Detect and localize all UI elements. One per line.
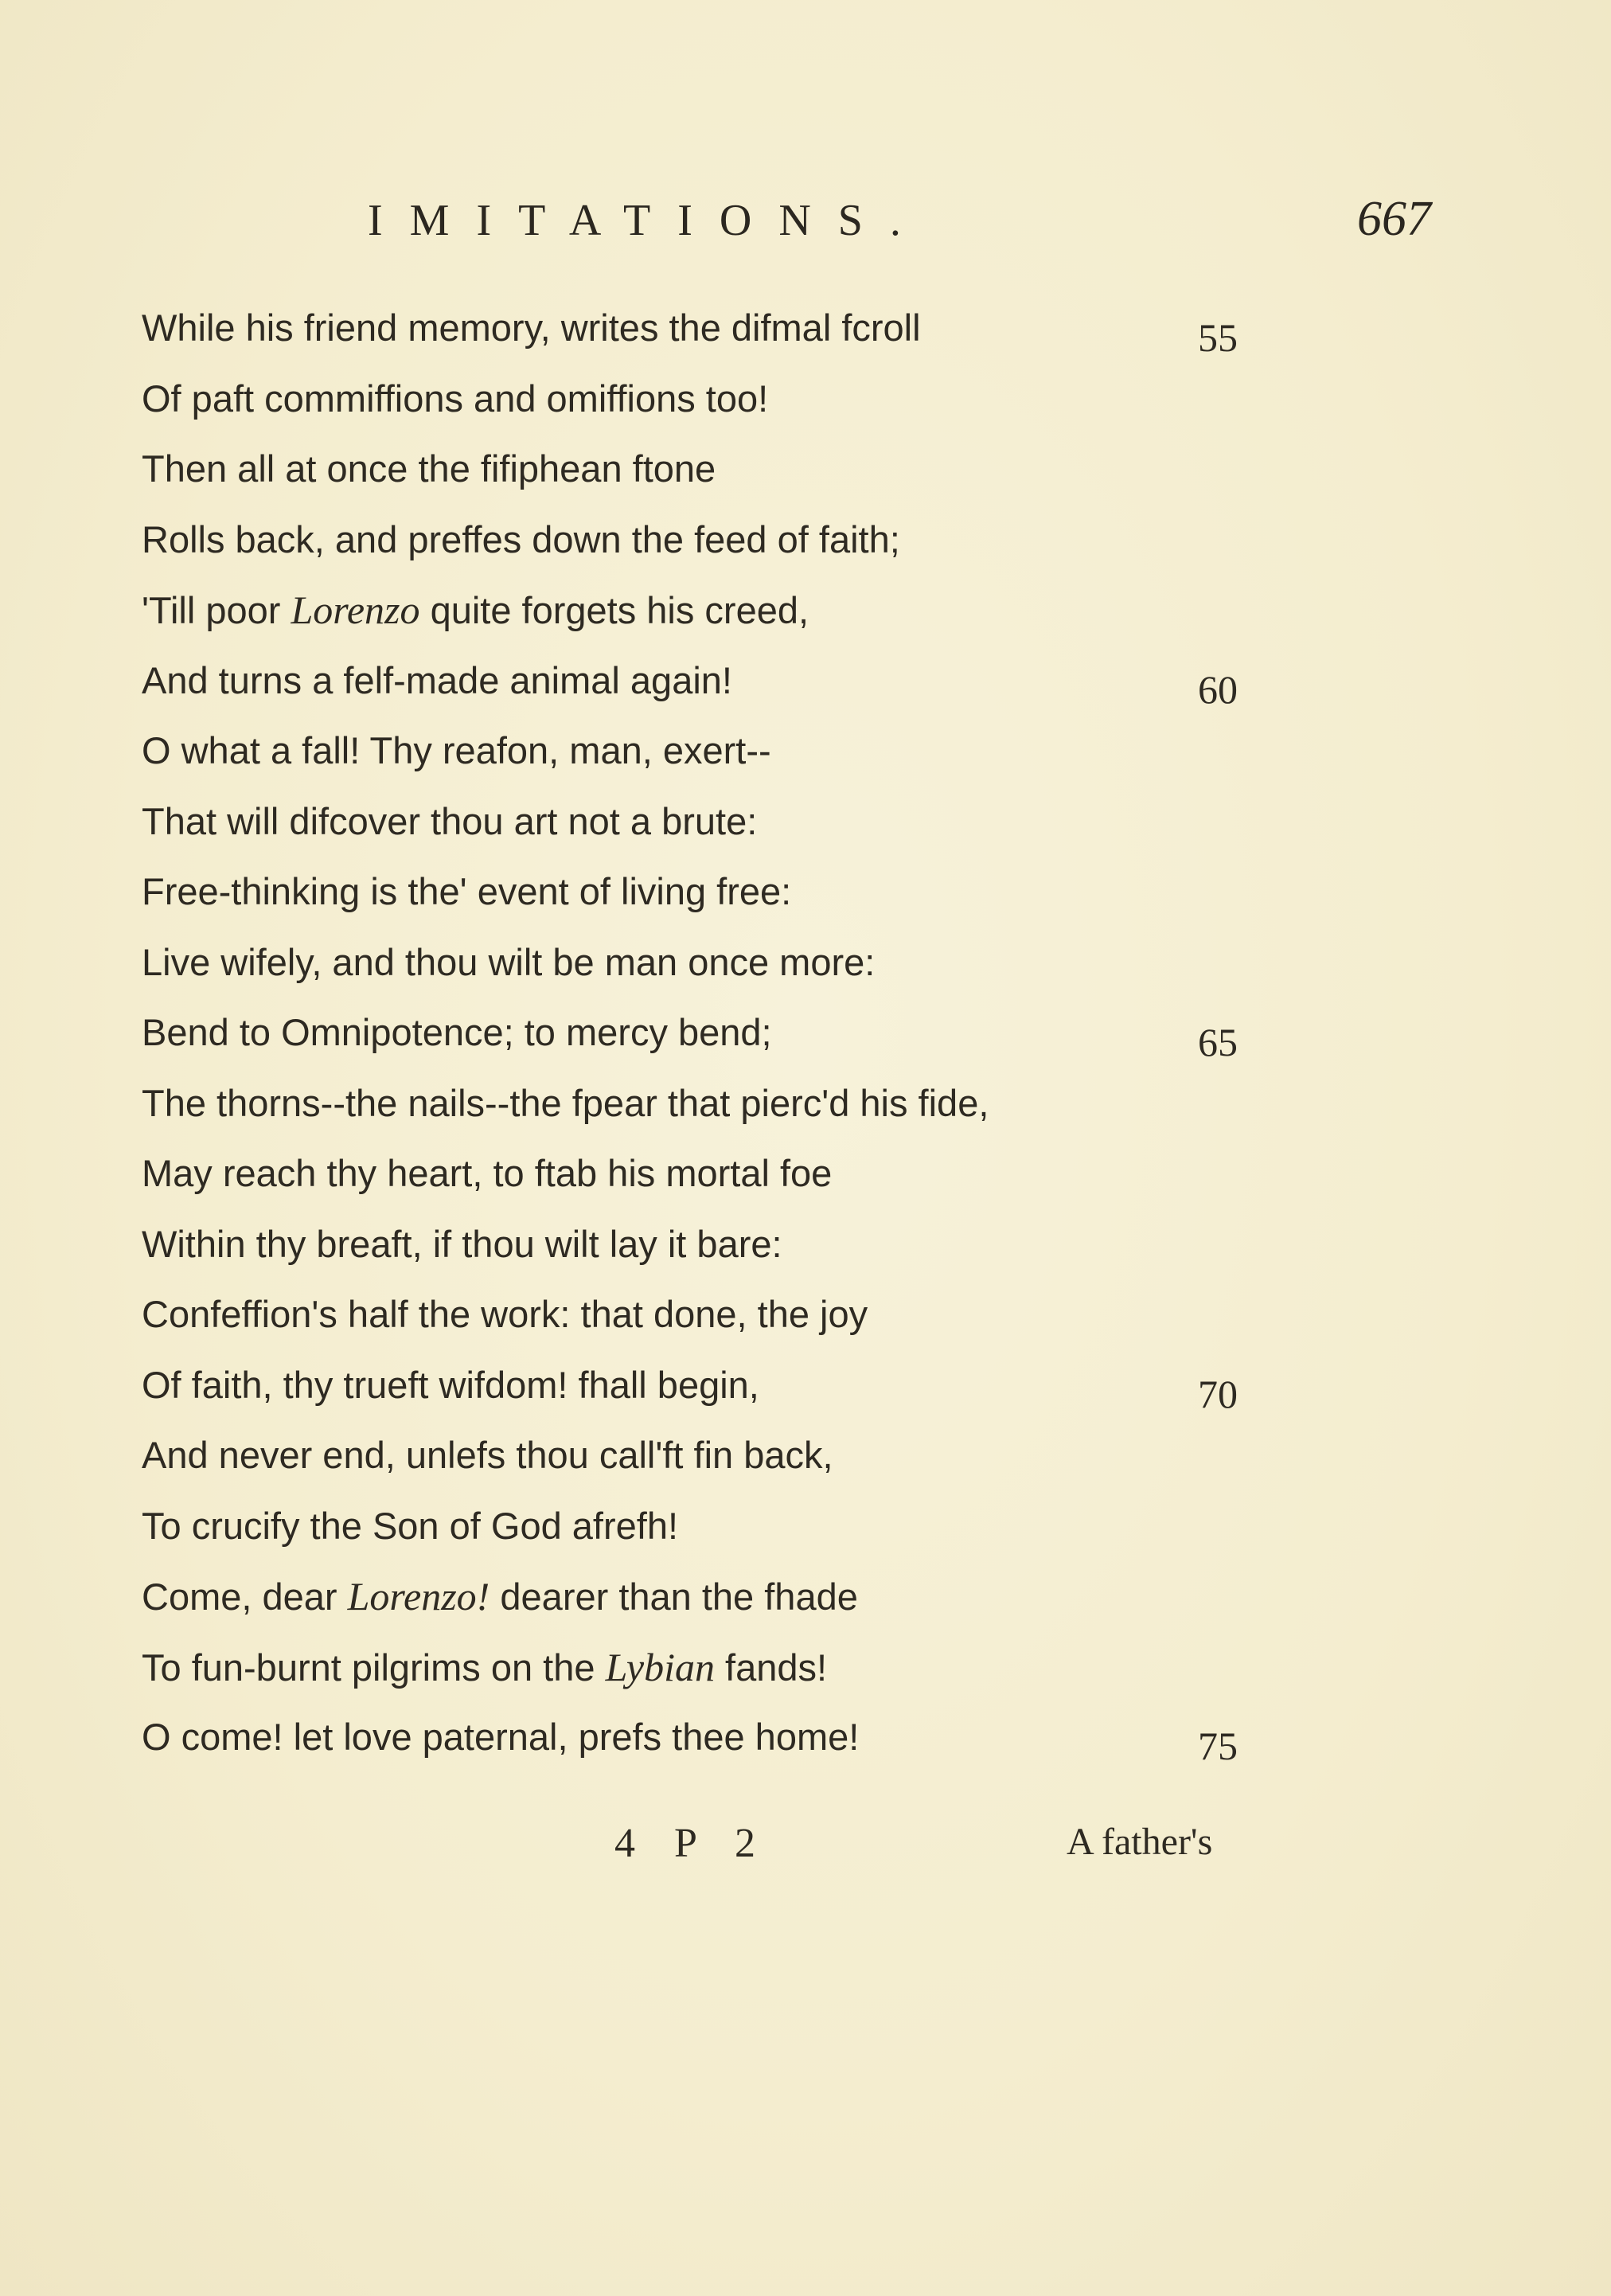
verse-line: May reach thy heart, to ftab his mortal foe bbox=[142, 1152, 833, 1194]
verse-line: And turns a felf-made animal again! bbox=[142, 658, 732, 701]
page-number: 667 bbox=[1357, 192, 1431, 246]
catchword: A father's bbox=[1067, 1821, 1213, 1863]
verse-line: Free-thinking is the' event of living free: bbox=[142, 870, 792, 912]
verse-line: Of paft commiffions and omiffions too! bbox=[142, 377, 769, 420]
verse-block bbox=[142, 293, 1256, 1773]
italic-name: Lorenzo bbox=[291, 588, 420, 632]
verse-line: Of faith, thy trueft wifdom! fhall begin, bbox=[142, 1363, 759, 1406]
line-number: 65 bbox=[1198, 1020, 1238, 1064]
verse-line: 'Till poor Lorenzo quite forgets his creed, bbox=[142, 588, 809, 632]
line-number: 70 bbox=[1198, 1372, 1238, 1416]
verse-line: Within thy breaft, if thou wilt lay it bare: bbox=[142, 1222, 782, 1265]
line-number: 60 bbox=[1198, 667, 1238, 712]
italic-place: Lybian bbox=[605, 1644, 715, 1689]
verse-line: Rolls back, and preffes down the feed of faith; bbox=[142, 517, 900, 560]
verse-line: To fun-burnt pilgrims on the Lybian fands! bbox=[142, 1644, 828, 1689]
running-header: IMITATIONS. bbox=[368, 196, 928, 245]
verse-line: Then all at once the fifiphean ftone bbox=[142, 447, 716, 490]
line-number: 55 bbox=[1198, 315, 1238, 360]
verse-line: Come, dear Lorenzo! dearer than the fhade bbox=[142, 1574, 858, 1619]
verse-line: O what a fall! Thy reafon, man, exert-- bbox=[142, 729, 771, 771]
verse-line: And never end, unlefs thou call'ft fin back, bbox=[142, 1434, 833, 1476]
line-number: 75 bbox=[1198, 1724, 1238, 1768]
verse-line: The thorns--the nails--the fpear that pierc'd his fide, bbox=[142, 1081, 989, 1124]
verse-line: To crucify the Son of God afrefh! bbox=[142, 1504, 679, 1547]
verse-line: While his friend memory, writes the difmal fcroll bbox=[142, 307, 921, 349]
verse-line: O come! let love paternal, prefs thee home! bbox=[142, 1716, 860, 1758]
verse-line: That will difcover thou art not a brute: bbox=[142, 799, 758, 842]
signature-mark: 4 P 2 bbox=[614, 1821, 770, 1866]
verse-line: Live wifely, and thou wilt be man once more: bbox=[142, 940, 876, 983]
verse-line: Confeffion's half the work: that done, the joy bbox=[142, 1293, 868, 1335]
verse-line: Bend to Omnipotence; to mercy bend; bbox=[142, 1011, 772, 1053]
italic-name: Lorenzo! bbox=[347, 1574, 490, 1619]
